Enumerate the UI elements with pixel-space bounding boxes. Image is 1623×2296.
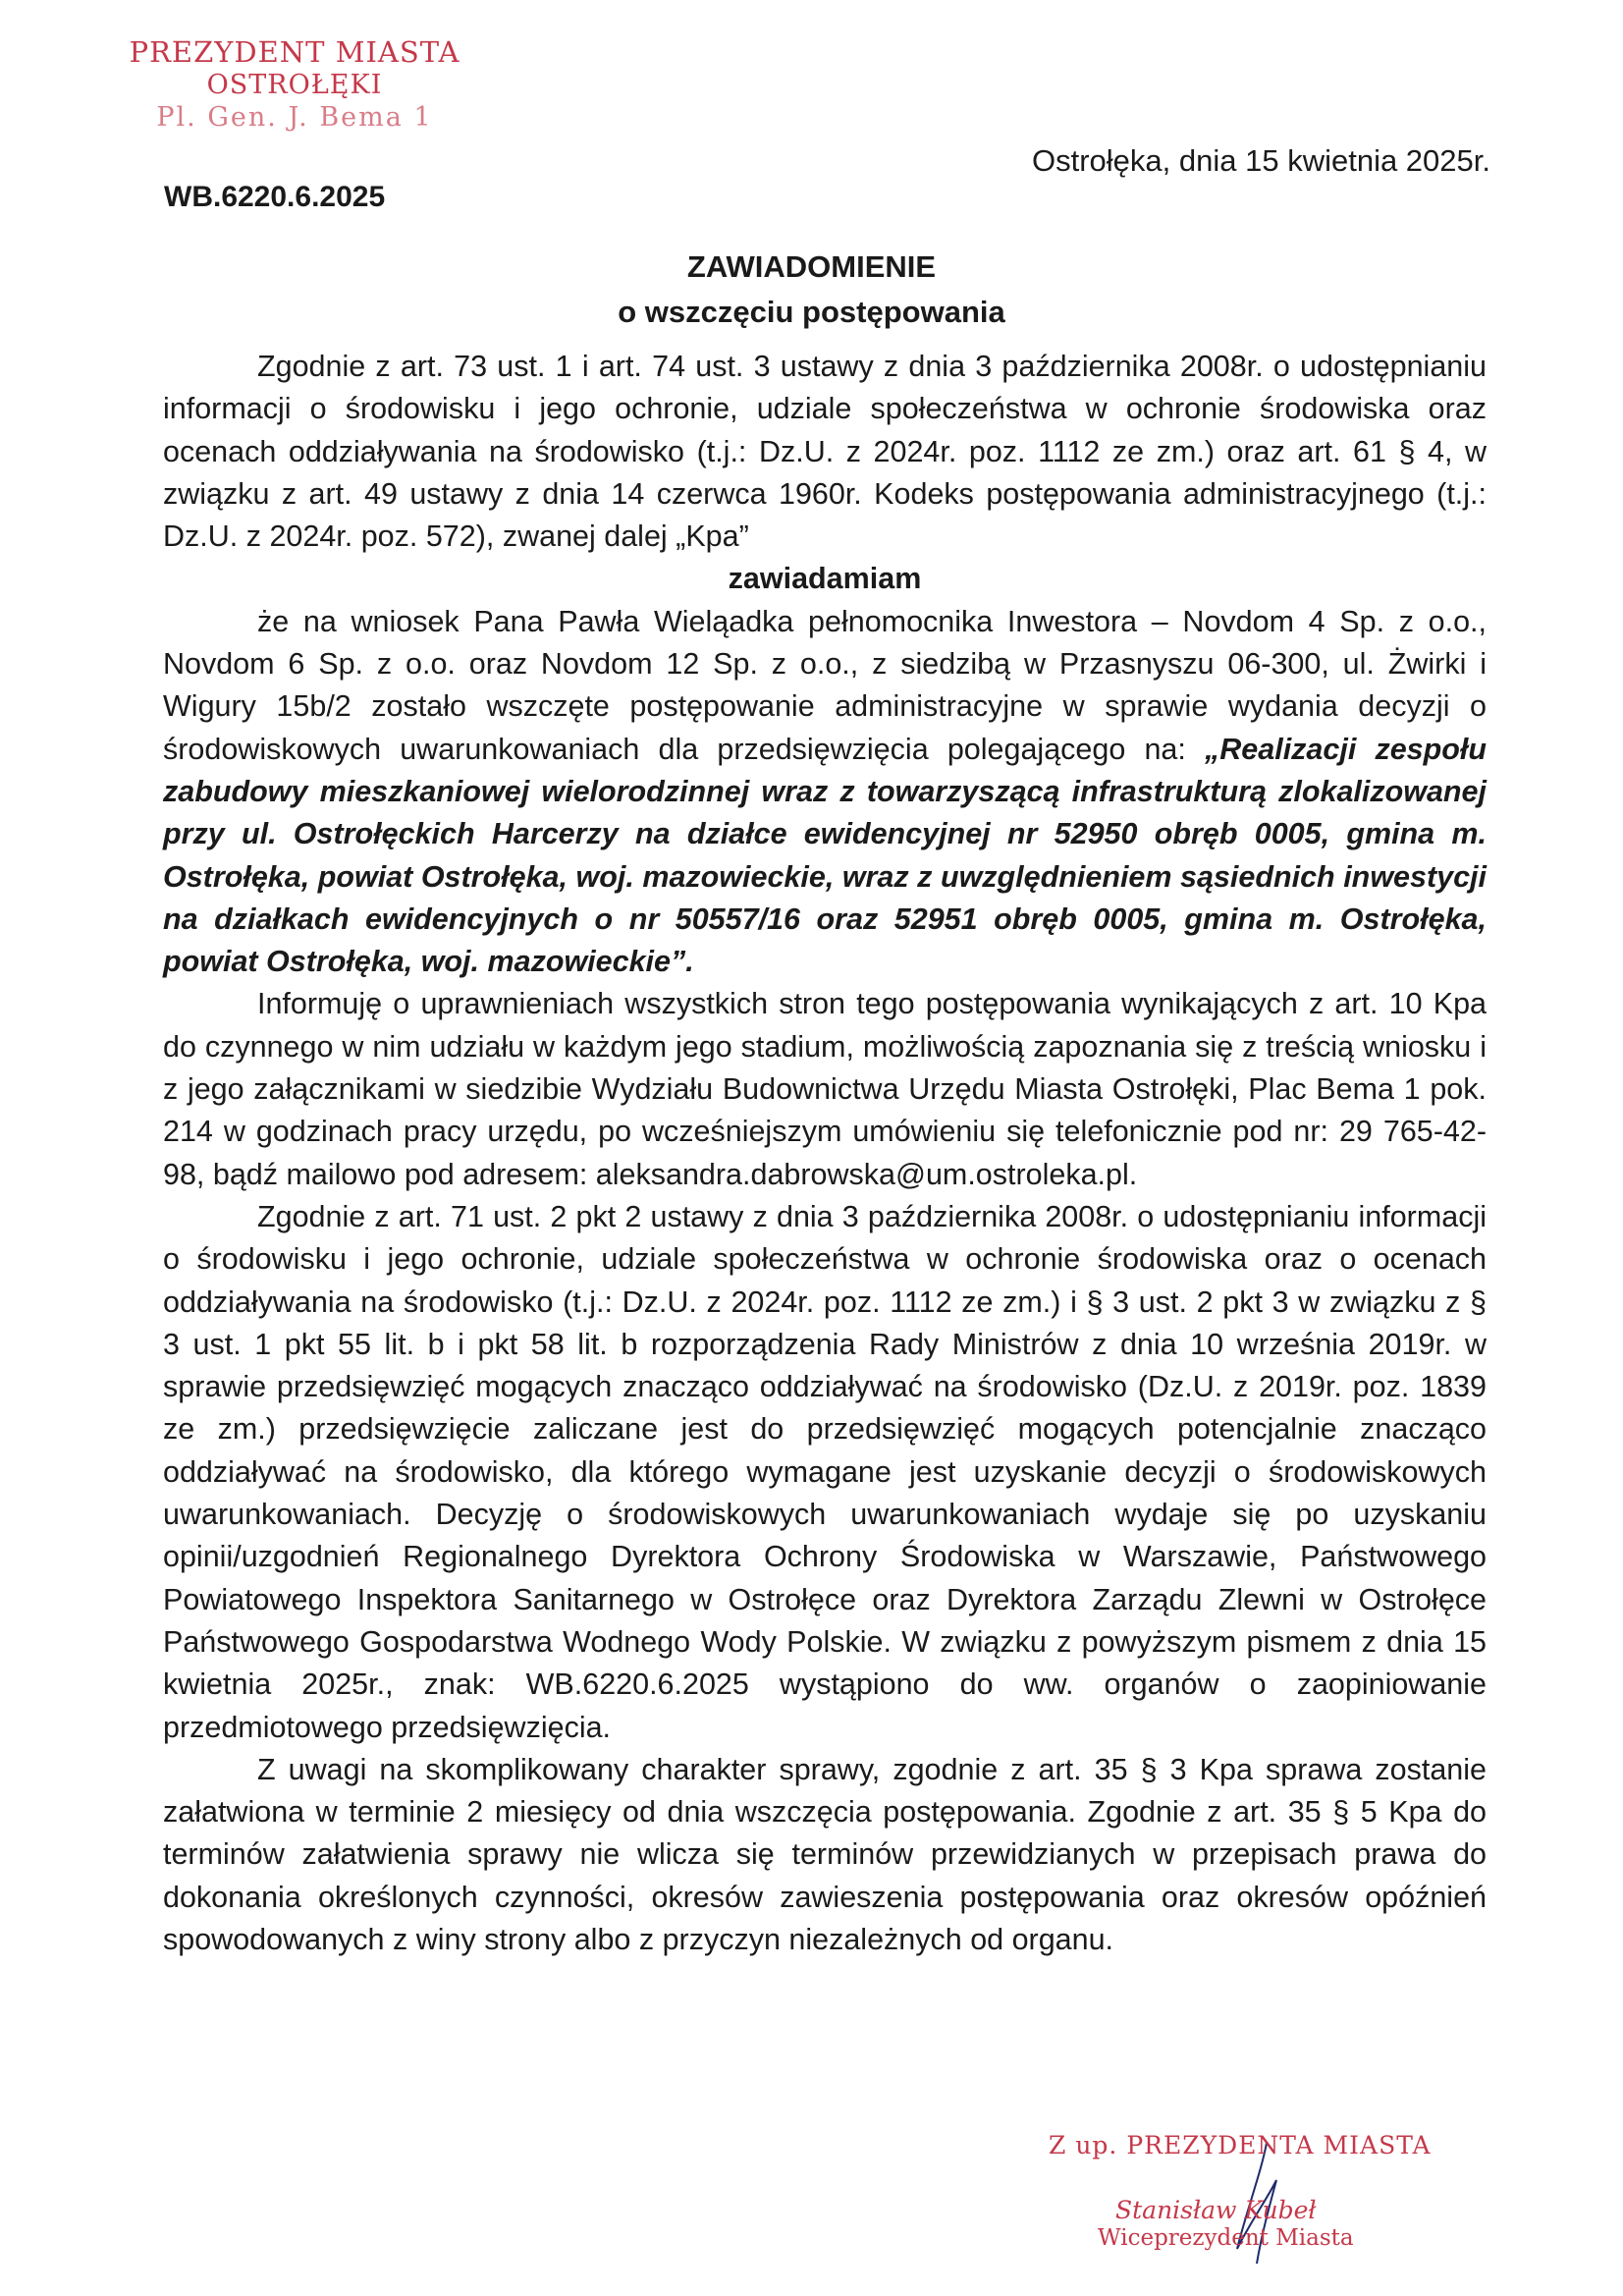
signature-title: Z up. PREZYDENTA MIASTA	[1049, 2131, 1432, 2159]
paragraph-application	[163, 601, 1487, 984]
stamp-line-1: PREZYDENT MIASTA	[129, 35, 460, 69]
paragraph-deadline: Z uwagi na skomplikowany charakter sprawy, zgodnie z art. 35 § 3 Kpa sprawa zostanie załatwiona w terminie 2 miesięcy od dnia wszczęcia postępowania. Zgodnie z art. 35 § 5 Kpa do terminów załatwienia sprawy nie wlicza się terminów przewidzianych w przepisach prawa do dokonania określonych czynności, okresów zawieszenia postępowania oraz okresów opóźnień spowodowanych z winy strony albo z przyczyn niezależnych od organu.	[163, 1752, 1487, 1956]
signatory-role: Wiceprezydent Miasta	[1098, 2225, 1354, 2251]
application-text: że na wniosek Pana Pawła Wieląadka pełnomocnika Inwestora – Novdom 4 Sp. z o.o., Novdom 6 Sp. z o.o. oraz Novdom 12 Sp. z o.o., z siedzibą w Przasnyszu 06-300, ul. Żwirki i Wigury 15b/2 zostało wszczęte postępowanie administracyjne w sprawie wydania decyzji o środowiskowych uwarunkowaniach dla przedsięwzięcia polegającego na:	[163, 604, 1487, 766]
signatory-name: Stanisław Kubeł	[1115, 2196, 1317, 2224]
reference-number: WB.6220.6.2025	[164, 181, 386, 213]
document-title: ZAWIADOMIENIE	[686, 249, 937, 284]
document-subtitle: o wszczęciu postępowania	[618, 295, 1005, 329]
paragraph-legal-basis: Zgodnie z art. 73 ust. 1 i art. 74 ust. 3 ustawy z dnia 3 października 2008r. o udostępnianiu informacji o środowisku i jego ochronie, udziale społeczeństwa w ochronie środowiska oraz ocenach oddziaływania na środowisko (t.j.: Dz.U. z 2024r. poz. 1112 ze zm.) oraz art. 61 § 4, w związku z art. 49 ustawy z dnia 14 czerwca 1960r. Kodeks postępowania administracyjnego (t.j.: Dz.U. z 2024r. poz. 572), zwanej dalej „Kpa”	[163, 350, 1487, 554]
paragraph-classification: Zgodnie z art. 71 ust. 2 pkt 2 ustawy z dnia 3 października 2008r. o udostępnianiu informacji o środowisku i jego ochronie, udziale społeczeństwa w ochronie środowiska oraz o ocenach oddziaływania na środowisko (t.j.: Dz.U. z 2024r. poz. 1112 ze zm.) i § 3 ust. 2 pkt 3 w związku z § 3 ust. 1 pkt 55 lit. b i pkt 58 lit. b rozporządzenia Rady Ministrów z dnia 10 września 2019r. w sprawie przedsięwzięć mogących znacząco oddziaływać na środowisko (Dz.U. z 2019r. poz. 1839 ze zm.) przedsięwzięcie zaliczane jest do przedsięwzięć mogących potencjalnie znacząco oddziaływać na środowisko, dla którego wymagane jest uzyskanie decyzji o środowiskowych uwarunkowaniach. Decyzję o środowiskowych uwarunkowaniach wydaje się po uzyskaniu opinii/uzgodnień Regionalnego Dyrektora Ochrony Środowiska w Warszawie, Państwowego Powiatowego Inspektora Sanitarnego w Ostrołęce oraz Dyrektora Zarządu Zlewni w Ostrołęce Państwowego Gospodarstwa Wodnego Wody Polskie. W związku z powyższym pismem z dnia 15 kwietnia 2025r., znak: WB.6220.6.2025 wystąpiono do ww. organów o zaopiniowanie przedmiotowego przedsięwzięcia.	[163, 1199, 1487, 1744]
document-body	[163, 346, 1487, 1961]
paragraph-rights: Informuję o uprawnieniach wszystkich stron tego postępowania wynikających z art. 10 Kpa do czynnego w nim udziału w każdym jego stadium, możliwością zapoznania się z treścią wniosku i z jego załącznikami w siedzibie Wydziału Budownictwa Urzędu Miasta Ostrołęki, Plac Bema 1 pok. 214 w godzinach pracy urzędu, po wcześniejszym umówieniu się telefonicznie pod nr: 29 765-42-98, bądź mailowo pod adresem: aleksandra.dabrowska@um.ostroleka.pl.	[163, 987, 1487, 1191]
stamp-line-3: Pl. Gen. J. Bema 1	[156, 102, 433, 134]
project-name: „Realizacji zespołu zabudowy mieszkaniowej wielorodzinnej wraz z towarzyszącą infrastrukturą zlokalizowanej przy ul. Ostrołęckich Harcerzy na działce ewidencyjnej nr 52950 obręb 0005, gmina m. Ostrołęka, powiat Ostrołęka, woj. mazowieckie, wraz z uwzględnieniem sąsiednich inwestycji na działkach ewidencyjnych o nr 50557/16 oraz 52951 obręb 0005, gmina m. Ostrołęka, powiat Ostrołęka, woj. mazowieckie”.	[163, 732, 1487, 979]
office-stamp	[108, 35, 481, 135]
stamp-line-2: OSTROŁĘKI	[206, 70, 383, 101]
place-date: Ostrołęka, dnia 15 kwietnia 2025r.	[1032, 143, 1490, 178]
heading-zawiadamiam: zawiadamiam	[728, 562, 922, 596]
